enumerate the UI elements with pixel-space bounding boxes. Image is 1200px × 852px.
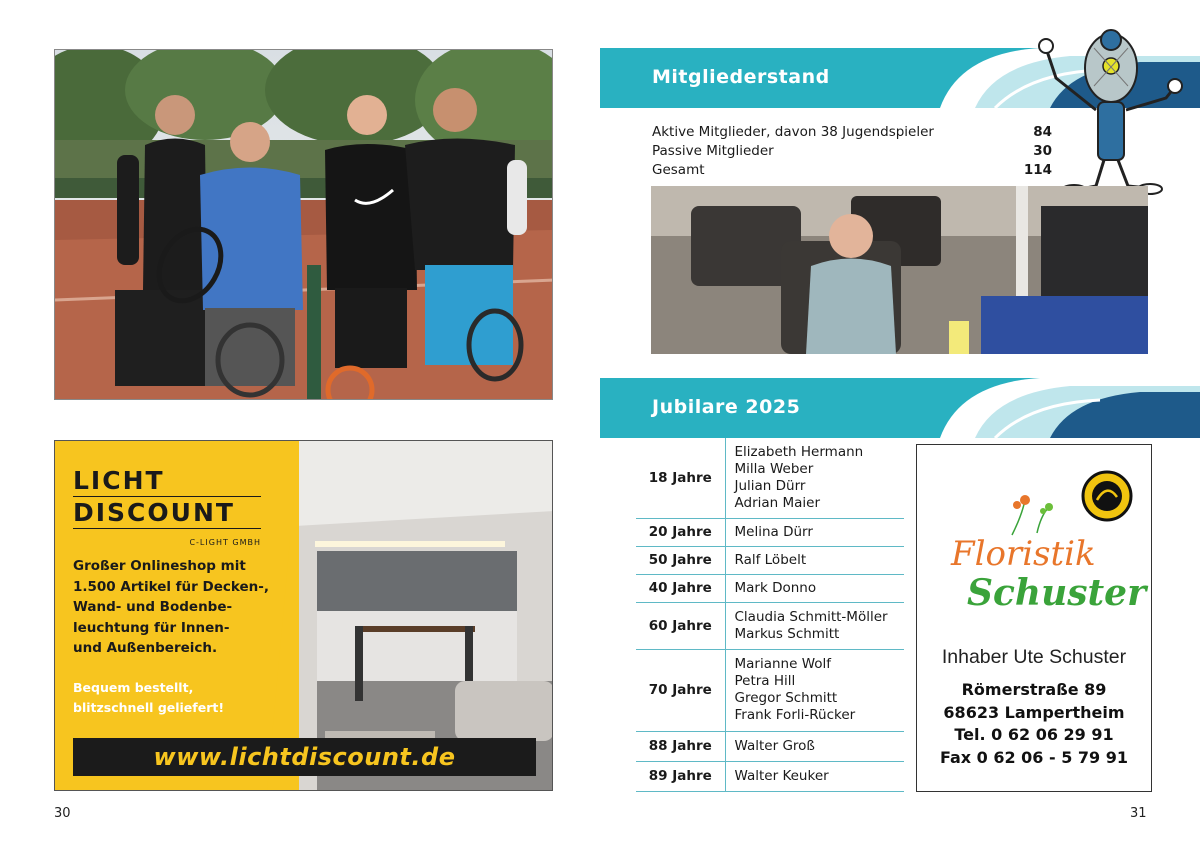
logo-line1: LICHT xyxy=(73,466,165,495)
ad-line: leuchtung für Innen- xyxy=(73,619,230,636)
table-row xyxy=(636,761,904,791)
members-label: Passive Mitglieder xyxy=(652,143,774,159)
floristik-logo xyxy=(917,445,1153,635)
owner-line: Inhaber Ute Schuster xyxy=(941,646,1127,668)
clubhouse-photo xyxy=(651,186,1148,354)
age-cell: 20 Jahre xyxy=(636,518,725,546)
fax-number: Fax 0 62 06 - 5 79 91 xyxy=(939,747,1129,767)
members-value: 114 xyxy=(1023,162,1052,178)
names-cell xyxy=(725,602,904,649)
names-cell xyxy=(725,731,904,761)
jubilar-name: Gregor Schmitt xyxy=(734,690,838,706)
members-stats xyxy=(652,123,1052,180)
logo-floristik-text: Floristik xyxy=(951,534,1096,574)
lichtdiscount-logo xyxy=(73,467,261,556)
table-row xyxy=(636,438,904,518)
jubilar-name: Frank Forli-Rücker xyxy=(734,707,856,723)
logo-schuster-text: Schuster xyxy=(967,572,1147,614)
members-row xyxy=(652,161,1052,180)
jubilar-name: Ralf Löbelt xyxy=(734,551,807,568)
members-row xyxy=(652,142,1052,161)
age-cell: 40 Jahre xyxy=(636,574,725,602)
table-row xyxy=(636,546,904,574)
names-cell xyxy=(725,761,904,791)
table-row xyxy=(636,649,904,731)
jubilar-name: Markus Schmitt xyxy=(734,625,840,642)
members-label: Aktive Mitglieder, davon 38 Jugendspieler xyxy=(652,124,934,140)
ad-url-link[interactable]: www.lichtdiscount.de xyxy=(73,738,536,776)
jubilare-banner xyxy=(600,378,1200,438)
names-cell xyxy=(725,518,904,546)
jubilar-name: Milla Weber xyxy=(734,460,814,477)
jubilar-name: Elizabeth Hermann xyxy=(734,443,864,460)
jubilar-name: Walter Groß xyxy=(734,737,815,754)
table-row xyxy=(636,731,904,761)
ad-line: und Außenbereich. xyxy=(73,640,218,656)
age-cell: 18 Jahre xyxy=(636,438,725,518)
phone-number[interactable]: Tel. 0 62 06 29 91 xyxy=(954,725,1114,744)
jubilare-table xyxy=(636,438,904,792)
logo-sub: C-LIGHT GMBH xyxy=(189,538,261,547)
names-cell xyxy=(725,649,904,731)
age-cell: 89 Jahre xyxy=(636,761,725,791)
ad-description xyxy=(73,556,288,659)
jubilar-name: Mark Donno xyxy=(734,579,817,596)
ad-line: Wand- und Bodenbe- xyxy=(73,599,233,615)
page-number-right: 31 xyxy=(1130,806,1147,821)
jubilar-name: Julian Dürr xyxy=(734,477,806,494)
jubilare-heading: Jubilare 2025 xyxy=(652,396,801,418)
jubilar-name: Adrian Maier xyxy=(734,494,821,511)
jubilar-name: Petra Hill xyxy=(734,673,796,689)
ad-slogan xyxy=(73,678,288,718)
ad-line: 1.500 Artikel für Decken-, xyxy=(73,578,270,595)
address-city: 68623 Lampertheim xyxy=(943,702,1125,722)
table-row xyxy=(636,602,904,649)
jubilar-name: Walter Keuker xyxy=(734,767,829,784)
page-number-left: 30 xyxy=(54,806,71,821)
team-photo xyxy=(54,49,553,400)
age-cell: 60 Jahre xyxy=(636,602,725,649)
age-cell: 88 Jahre xyxy=(636,731,725,761)
tennis-mascot-icon xyxy=(1036,18,1186,196)
jubilar-name: Claudia Schmitt-Möller xyxy=(734,608,888,625)
names-cell xyxy=(725,438,904,518)
address-block xyxy=(917,679,1151,769)
logo-line2: DISCOUNT xyxy=(73,498,235,527)
ad-line: Großer Onlineshop mit xyxy=(73,558,246,574)
names-cell xyxy=(725,546,904,574)
names-cell xyxy=(725,574,904,602)
age-cell: 70 Jahre xyxy=(636,649,725,731)
table-row xyxy=(636,574,904,602)
members-label: Gesamt xyxy=(652,162,705,178)
jubilar-name: Melina Dürr xyxy=(734,523,813,540)
members-value: 84 xyxy=(1033,124,1052,140)
lichtdiscount-ad xyxy=(54,440,553,791)
floristik-ad xyxy=(916,444,1152,792)
members-value: 30 xyxy=(1033,143,1052,159)
members-heading: Mitgliederstand xyxy=(652,66,830,88)
address-street: Römerstraße 89 xyxy=(961,680,1107,699)
age-cell: 50 Jahre xyxy=(636,546,725,574)
table-row xyxy=(636,518,904,546)
slogan-line: Bequem bestellt, xyxy=(73,680,194,695)
slogan-line: blitzschnell geliefert! xyxy=(73,700,225,715)
jubilar-name: Marianne Wolf xyxy=(734,656,832,672)
members-row xyxy=(652,123,1052,142)
